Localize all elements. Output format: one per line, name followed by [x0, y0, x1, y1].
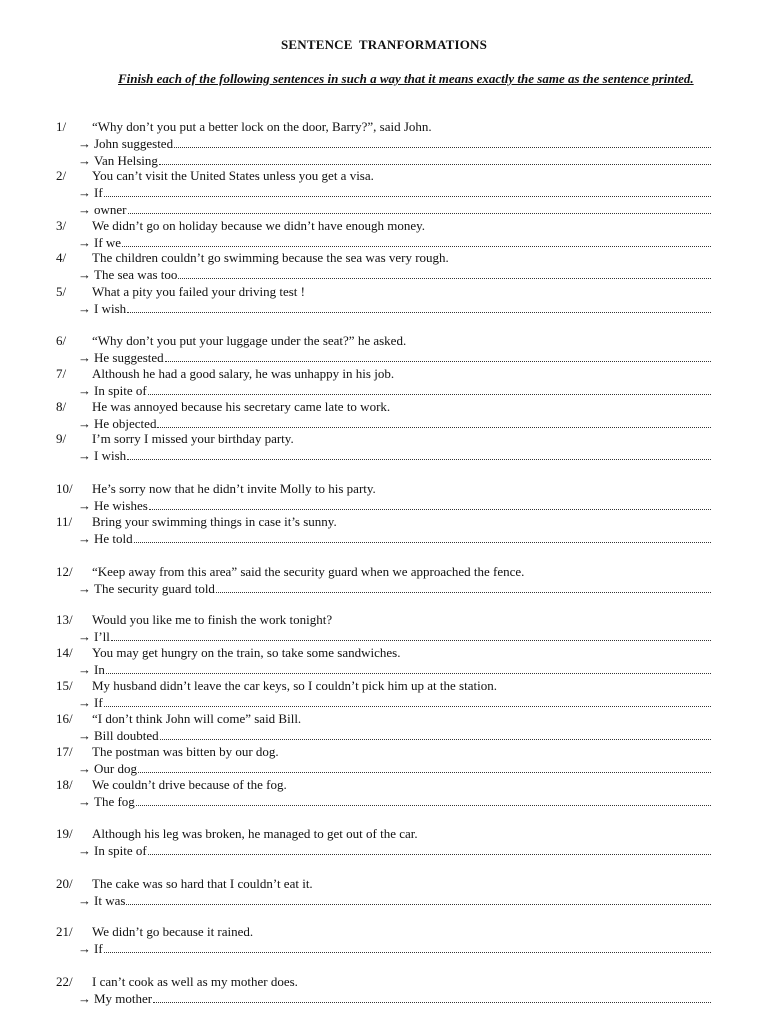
- answer-line[interactable]: [78, 531, 711, 547]
- exercise-sentence: He’s sorry now that he didn’t invite Molly to his party.: [92, 481, 376, 496]
- answer-line[interactable]: [78, 301, 711, 317]
- exercise-number: 2/: [56, 168, 67, 183]
- exercise-number: 1/: [56, 119, 67, 134]
- arrow-icon: →: [78, 201, 91, 217]
- answer-line[interactable]: [78, 383, 711, 399]
- exercise-sentence: Althoush he had a good salary, he was unhappy in his job.: [92, 366, 395, 381]
- answer-prompt: The security guard told: [94, 581, 215, 596]
- arrow-icon: →: [78, 301, 91, 316]
- answer-line[interactable]: [78, 448, 711, 464]
- arrow-icon: →: [78, 136, 91, 151]
- exercise-sentence: Although his leg was broken, he managed to get out of the car.: [92, 826, 418, 841]
- exercise-number: 16/: [56, 711, 73, 726]
- answer-blank[interactable]: [149, 499, 711, 510]
- arrow-icon: →: [78, 185, 91, 200]
- answer-prompt: owner: [94, 201, 127, 217]
- answer-line[interactable]: [78, 991, 711, 1007]
- answer-blank[interactable]: [127, 449, 711, 460]
- exercise-number: 12/: [56, 564, 73, 579]
- answer-prompt: In spite of: [94, 843, 147, 858]
- arrow-icon: →: [78, 267, 91, 282]
- exercise-sentence: The cake was so hard that I couldn’t eat it.: [92, 876, 313, 891]
- exercise-number: 17/: [56, 744, 73, 759]
- arrow-icon: →: [78, 893, 91, 908]
- arrow-icon: →: [78, 498, 91, 513]
- answer-blank[interactable]: [160, 729, 711, 740]
- answer-line[interactable]: [78, 581, 711, 597]
- answer-line[interactable]: [78, 662, 711, 678]
- answer-prompt: The sea was too: [94, 267, 178, 282]
- answer-blank[interactable]: [126, 894, 711, 905]
- answer-prompt: Bill doubted: [94, 728, 159, 743]
- exercise-number: 6/: [56, 333, 67, 348]
- exercise-number: 5/: [56, 284, 67, 299]
- answer-line[interactable]: [78, 267, 711, 283]
- exercise-number: 21/: [56, 924, 73, 939]
- exercise-sentence: “Why don’t you put a better lock on the door, Barry?”, said John.: [92, 119, 432, 134]
- answer-line[interactable]: [78, 794, 711, 810]
- exercise-sentence: The children couldn’t go swimming because the sea was very rough.: [92, 250, 449, 265]
- instructions: Finish each of the following sentences in such a way that it means exactly the same as the sentence printed.: [118, 71, 694, 86]
- answer-blank[interactable]: [153, 992, 711, 1003]
- answer-blank[interactable]: [134, 532, 711, 543]
- exercise-number: 13/: [56, 612, 73, 627]
- exercise-number: 11/: [56, 514, 73, 529]
- answer-blank[interactable]: [106, 663, 711, 674]
- exercise-sentence: “Why don’t you put your luggage under the seat?” he asked.: [92, 333, 407, 348]
- exercise-sentence: He was annoyed because his secretary came late to work.: [92, 399, 391, 414]
- exercise-number: 10/: [56, 481, 73, 496]
- answer-line[interactable]: [78, 893, 711, 909]
- answer-prompt: In spite of: [94, 383, 147, 398]
- answer-prompt: If: [94, 941, 103, 956]
- answer-blank[interactable]: [159, 154, 711, 165]
- exercise-sentence: My husband didn’t leave the car keys, so I couldn’t pick him up at the station.: [92, 678, 497, 693]
- answer-prompt: I’ll: [94, 629, 110, 644]
- answer-prompt: I wish: [94, 448, 127, 463]
- answer-prompt: It was: [94, 893, 126, 908]
- arrow-icon: →: [78, 728, 91, 743]
- answer-line[interactable]: [78, 416, 711, 432]
- answer-prompt: He objected: [94, 416, 157, 431]
- answer-line[interactable]: [78, 498, 711, 514]
- arrow-icon: →: [78, 152, 91, 168]
- answer-prompt: He suggested: [94, 350, 164, 365]
- arrow-icon: →: [78, 350, 91, 365]
- arrow-icon: →: [78, 629, 91, 644]
- worksheet-title: SENTENCE TRANFORMATIONS: [280, 37, 488, 52]
- exercise-number: 4/: [56, 250, 67, 265]
- answer-line[interactable]: [78, 235, 711, 251]
- arrow-icon: →: [78, 531, 91, 546]
- answer-line[interactable]: [78, 695, 711, 711]
- answer-blank[interactable]: [104, 942, 711, 953]
- exercise-number: 14/: [56, 645, 73, 660]
- arrow-icon: →: [78, 662, 91, 677]
- answer-line[interactable]: [78, 350, 711, 366]
- exercise-sentence: You can’t visit the United States unless you get a visa.: [92, 168, 374, 183]
- exercise-sentence: Would you like me to finish the work tonight?: [92, 612, 333, 627]
- answer-prompt: I wish: [94, 301, 127, 316]
- exercise-sentence: The postman was bitten by our dog.: [92, 744, 279, 759]
- answer-blank[interactable]: [157, 417, 711, 428]
- arrow-icon: →: [78, 581, 91, 596]
- exercise-number: 15/: [56, 678, 73, 693]
- answer-blank[interactable]: [138, 762, 711, 773]
- answer-line[interactable]: [78, 728, 711, 744]
- exercise-number: 9/: [56, 431, 67, 446]
- answer-prompt: Our dog: [94, 761, 137, 776]
- exercise-sentence: “I don’t think John will come” said Bill.: [92, 711, 302, 726]
- arrow-icon: →: [78, 448, 91, 463]
- answer-blank[interactable]: [128, 203, 712, 214]
- exercise-sentence: You may get hungry on the train, so take some sandwiches.: [92, 645, 401, 660]
- answer-line[interactable]: [78, 202, 711, 218]
- answer-line[interactable]: [78, 941, 711, 957]
- answer-blank[interactable]: [165, 351, 711, 362]
- answer-blank[interactable]: [178, 268, 711, 279]
- answer-prompt: John suggested: [94, 136, 174, 151]
- exercise-number: 7/: [56, 366, 67, 381]
- answer-line[interactable]: [78, 843, 711, 859]
- answer-blank[interactable]: [111, 630, 711, 641]
- answer-prompt: If we: [94, 235, 122, 250]
- arrow-icon: →: [78, 695, 91, 710]
- answer-prompt: He wishes: [94, 498, 148, 513]
- answer-prompt: In: [94, 662, 105, 677]
- answer-blank[interactable]: [104, 696, 711, 707]
- arrow-icon: →: [78, 941, 91, 956]
- answer-line[interactable]: [78, 629, 711, 645]
- answer-prompt: Van Helsing: [94, 152, 158, 168]
- exercise-number: 20/: [56, 876, 73, 891]
- answer-prompt: He told: [94, 531, 133, 546]
- exercise-number: 3/: [56, 218, 67, 233]
- exercise-sentence: We didn’t go on holiday because we didn’t have enough money.: [92, 218, 426, 233]
- answer-blank[interactable]: [148, 844, 711, 855]
- answer-line[interactable]: [78, 185, 711, 201]
- exercise-sentence: We couldn’t drive because of the fog.: [92, 777, 287, 792]
- arrow-icon: →: [78, 991, 91, 1006]
- answer-blank[interactable]: [148, 384, 711, 395]
- answer-blank[interactable]: [127, 302, 711, 313]
- answer-blank[interactable]: [122, 236, 711, 247]
- answer-line[interactable]: [78, 153, 711, 169]
- answer-prompt: The fog: [94, 794, 135, 809]
- exercise-number: 18/: [56, 777, 73, 792]
- exercise-sentence: What a pity you failed your driving test !: [92, 284, 306, 299]
- arrow-icon: →: [78, 235, 91, 250]
- exercise-sentence: I’m sorry I missed your birthday party.: [92, 431, 294, 446]
- answer-blank[interactable]: [174, 137, 711, 148]
- answer-blank[interactable]: [136, 795, 711, 806]
- arrow-icon: →: [78, 794, 91, 809]
- exercise-sentence: We didn’t go because it rained.: [92, 924, 254, 939]
- answer-prompt: My mother: [94, 991, 153, 1006]
- answer-prompt: If: [94, 695, 103, 710]
- exercise-number: 19/: [56, 826, 73, 841]
- exercise-number: 22/: [56, 974, 73, 989]
- answer-blank[interactable]: [216, 582, 711, 593]
- arrow-icon: →: [78, 383, 91, 398]
- exercise-sentence: Bring your swimming things in case it’s sunny.: [92, 514, 337, 529]
- exercise-number: 8/: [56, 399, 67, 414]
- exercise-sentence: “Keep away from this area” said the security guard when we approached the fence.: [92, 564, 525, 579]
- exercise-sentence: I can’t cook as well as my mother does.: [92, 974, 298, 989]
- answer-line[interactable]: [78, 136, 711, 152]
- answer-blank[interactable]: [104, 186, 711, 197]
- answer-prompt: If: [94, 185, 103, 200]
- answer-line[interactable]: [78, 761, 711, 777]
- arrow-icon: →: [78, 843, 91, 858]
- arrow-icon: →: [78, 416, 91, 431]
- arrow-icon: →: [78, 761, 91, 776]
